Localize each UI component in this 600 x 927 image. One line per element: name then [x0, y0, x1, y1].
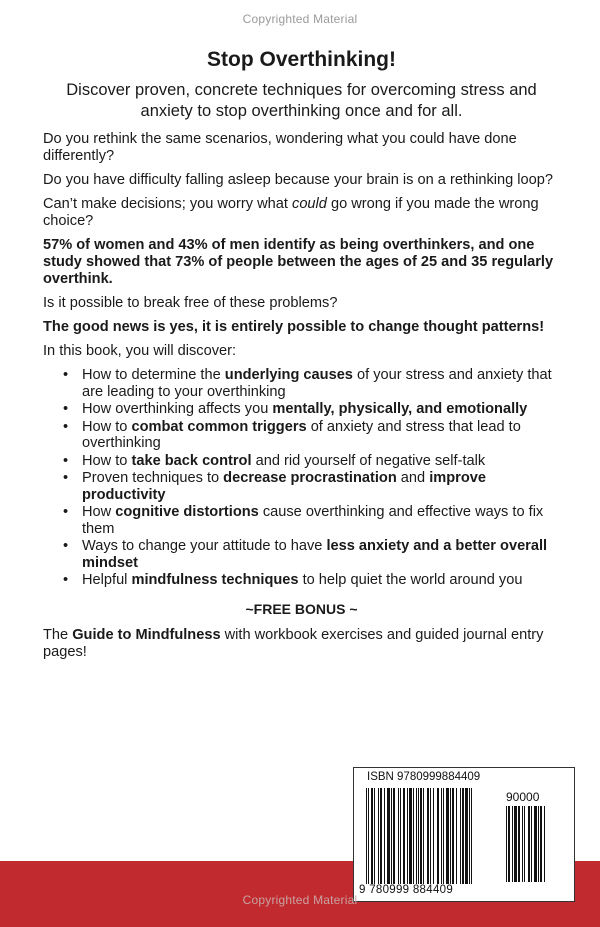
barcode-bar — [391, 788, 392, 884]
statistic-paragraph: 57% of women and 43% of men identify as being overthinkers, and one study showed that 73% of people between the ages of 25 and 35 regularly overthink. — [43, 237, 554, 287]
barcode-bar — [446, 788, 449, 884]
list-item: • Ways to change your attitude to have less anxiety and a better overall mindset — [82, 538, 560, 571]
barcode-addon-bar — [528, 806, 530, 882]
barcode-bar — [450, 788, 451, 884]
barcode-bar — [366, 788, 367, 884]
barcode-bar — [380, 788, 382, 884]
question-sleep: Do you have difficulty falling asleep because your brain is on a rethinking loop? — [43, 172, 554, 188]
barcode-bar — [465, 788, 468, 884]
watermark-bottom: Copyrighted Material — [242, 893, 358, 907]
barcode-bar — [374, 788, 375, 884]
list-item: • How to combat common triggers of anxiety and stress that lead to overthinking — [82, 419, 560, 452]
list-item: • Proven techniques to decrease procrastination and improve productivity — [82, 470, 560, 503]
barcode-bar — [420, 788, 422, 884]
barcode-bar — [413, 788, 414, 884]
barcode-addon-bar — [506, 806, 507, 882]
barcode-addon-bar — [534, 806, 537, 882]
subtitle: Discover proven, concrete techniques for overcoming stress and anxiety to stop overthinking once and for all. — [66, 81, 537, 120]
barcode-addon-bar — [522, 806, 523, 882]
barcode-addon-bar — [508, 806, 510, 882]
bonus-description: The Guide to Mindfulness with workbook exercises and guided journal entry pages! — [43, 626, 544, 660]
barcode-bar — [371, 788, 373, 884]
barcode-addon-bar — [544, 806, 545, 882]
list-item: • Helpful mindfulness techniques to help quiet the world around you — [82, 572, 560, 589]
question-break-free: Is it possible to break free of these problems? — [43, 295, 338, 311]
barcode-addon-bar — [524, 806, 525, 882]
barcode-bar — [368, 788, 369, 884]
back-cover-text — [43, 48, 560, 668]
barcode-bar — [456, 788, 457, 884]
barcode-addon-bar — [514, 806, 517, 882]
barcode-bar — [403, 788, 405, 884]
barcode-bar — [400, 788, 401, 884]
barcode-digits: 9 780999 884409 — [359, 884, 454, 896]
barcode-bar — [430, 788, 431, 884]
barcode-bar — [433, 788, 434, 884]
barcode-addon-bar — [540, 806, 542, 882]
barcode-addon-bar — [512, 806, 513, 882]
benefits-list — [43, 367, 560, 589]
question-rethink: Do you rethink the same scenarios, wondering what you could have done differently? — [43, 131, 517, 164]
barcode-bar — [418, 788, 419, 884]
barcode-addon-bar — [518, 806, 520, 882]
barcode-bar — [384, 788, 385, 884]
discover-intro: In this book, you will discover: — [43, 343, 237, 359]
barcode-bar — [443, 788, 444, 884]
good-news: The good news is yes, it is entirely possible to change thought patterns! — [43, 319, 545, 335]
barcode-bars — [366, 788, 502, 884]
barcode-bar — [393, 788, 395, 884]
price-code: 90000 — [506, 790, 540, 804]
barcode-addon-bars — [506, 806, 566, 882]
barcode-bar — [471, 788, 472, 884]
barcode-addon-bar — [531, 806, 532, 882]
free-bonus-heading: ~FREE BONUS ~ — [245, 600, 358, 617]
barcode-bar — [423, 788, 424, 884]
barcode-bar — [416, 788, 417, 884]
barcode-bar — [427, 788, 429, 884]
barcode-bar — [441, 788, 442, 884]
barcode-bar — [398, 788, 399, 884]
barcode-addon-bar — [538, 806, 539, 882]
watermark-top: Copyrighted Material — [242, 12, 358, 26]
barcode-bar — [452, 788, 454, 884]
question-decisions: Can’t make decisions; you worry what could go wrong if you made the wrong choice? — [43, 196, 539, 229]
barcode-bar — [407, 788, 408, 884]
barcode-bar — [387, 788, 390, 884]
barcode-bar — [460, 788, 461, 884]
list-item: • How to determine the underlying causes of your stress and anxiety that are leading to your overthinking — [82, 367, 560, 400]
barcode-bar — [469, 788, 470, 884]
list-item: • How to take back control and rid yourself of negative self-talk — [82, 453, 560, 470]
book-title: Stop Overthinking! — [207, 48, 396, 71]
list-item: • How overthinking affects you mentally, physically, and emotionally — [82, 401, 560, 418]
barcode-bar — [378, 788, 379, 884]
isbn-barcode-box — [353, 767, 575, 902]
barcode-bar — [437, 788, 439, 884]
barcode-bar — [409, 788, 412, 884]
barcode-bar — [462, 788, 464, 884]
isbn-label: ISBN 9780999884409 — [367, 771, 481, 783]
list-item: • How cognitive distortions cause overthinking and effective ways to fix them — [82, 504, 560, 537]
